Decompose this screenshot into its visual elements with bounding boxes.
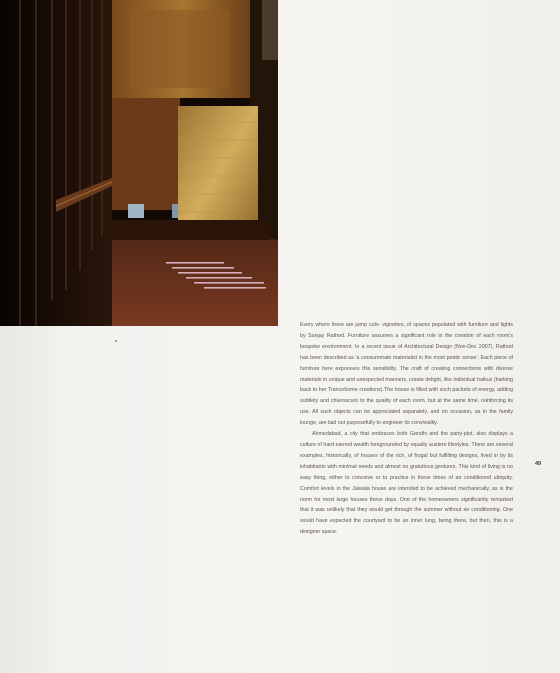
page-number: 49 bbox=[535, 461, 542, 467]
print-speck bbox=[115, 340, 117, 342]
photo-illustration bbox=[0, 0, 278, 326]
paragraph-1: Every where there are jump cuts- vignettes, of spaces populated with furniture and lights by Sanjay Rathod. Furniture assumes a significant role in the creation of each room's bespoke environment. In a recent issue of Architectural Design (Nov-Dec 2007), Rathod has been described as 'a consummate materialist in the most poetic sense'. Each piece of furniture here expresses this sensibility. The craft of creating connections with diverse materials in unique and unexpected manners, create delight, like individual haikus (harking back to her Tranceforme creations).The house is filled with such packets of energy, adding subtlety and chiaroscuro to the quality of each room, but at the same time, reinforcing its use. All such objects can be appreciated separately, and on occasion, as in the family lounge, are laid out purposefully to engineer its conviviality. bbox=[300, 322, 513, 427]
paragraph-2: Ahmedabad, a city that embraces both Gandhi and the party-plot, also displays a culture of hard earned wealth foregrounded by equally austere lifestyles. There are several examples, historically, of houses of the rich, of frugal but fulfilling designs, lived in by its inhabitants with minimal needs and almost no gratuitous gestures. This kind of living is no easy thing, either to conceive or to practice in these times of air conditioned ubiquity. Comfort levels in the Jaiwala house are intended to be achieved mechanically, as is the norm for most large houses these days. One of the homeowners significantly remarked that it was unlikely that they would get through the summer without air conditioning. One would have expected the courtyard to be an inner lung, being there, but then, this is a designer space. bbox=[300, 431, 513, 536]
interior-photograph bbox=[0, 0, 278, 326]
article-body bbox=[300, 320, 513, 538]
